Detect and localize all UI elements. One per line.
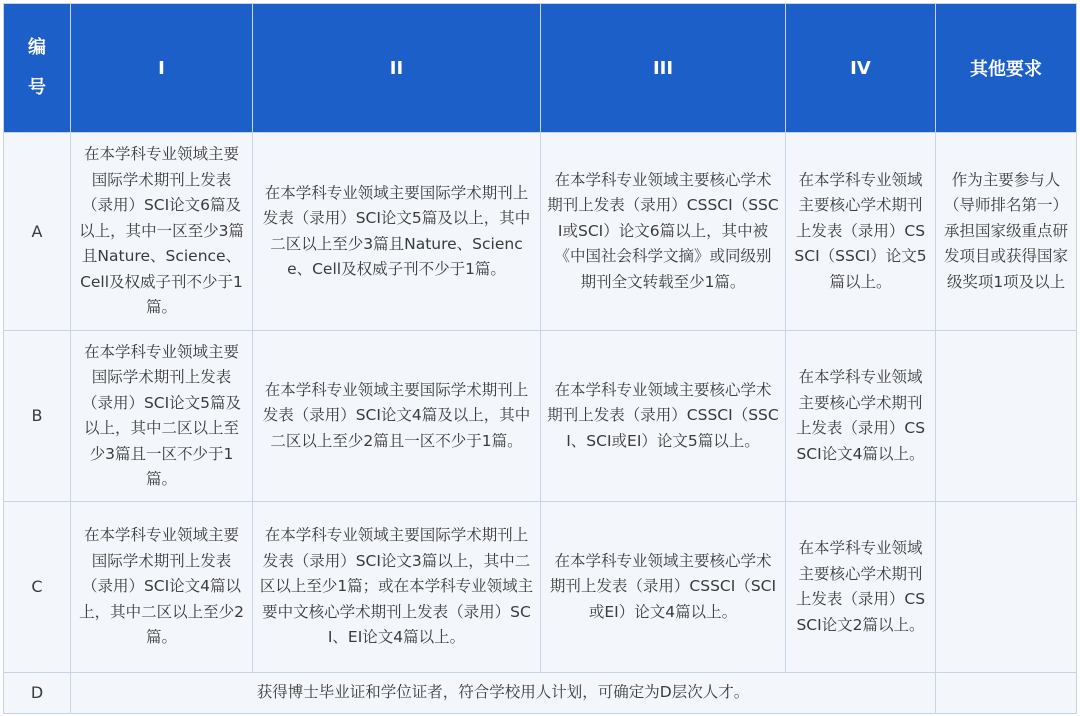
- table-row-d: [4, 673, 1077, 714]
- talent-criteria-table: [3, 3, 1077, 714]
- header-number-line2: 号: [28, 77, 46, 98]
- table-row-a: [4, 133, 1077, 331]
- header-col-i: I: [71, 4, 253, 133]
- cell-c-col-iii: 在本学科专业领域主要核心学术期刊上发表（录用）CSSCI（SCI或EI）论文4篇以上。: [541, 502, 786, 673]
- row-label-b: B: [4, 331, 71, 502]
- cell-c-col-iv: 在本学科专业领域主要核心学术期刊上发表（录用）CSSCI论文2篇以上。: [786, 502, 936, 673]
- header-col-iii: III: [541, 4, 786, 133]
- cell-b-col-ii: 在本学科专业领域主要国际学术期刊上发表（录用）SCI论文4篇及以上，其中二区以上至少2篇且一区不少于1篇。: [253, 331, 541, 502]
- cell-c-col-i: 在本学科专业领域主要国际学术期刊上发表（录用）SCI论文4篇以上，其中二区以上至少2篇。: [71, 502, 253, 673]
- header-row: [4, 4, 1077, 133]
- cell-b-col-iii: 在本学科专业领域主要核心学术期刊上发表（录用）CSSCI（SSCI、SCI或EI）论文5篇以上。: [541, 331, 786, 502]
- cell-a-col-i: 在本学科专业领域主要国际学术期刊上发表（录用）SCI论文6篇及以上，其中一区至少3篇且Nature、Science、Cell及权威子刊不少于1篇。: [71, 133, 253, 331]
- row-label-d: D: [4, 673, 71, 714]
- header-number-line1: 编: [28, 37, 46, 58]
- header-other-requirements: 其他要求: [936, 4, 1077, 133]
- cell-a-other: 作为主要参与人（导师排名第一）承担国家级重点研发项目或获得国家级奖项1项及以上: [936, 133, 1077, 331]
- cell-c-other: [936, 502, 1077, 673]
- cell-b-other: [936, 331, 1077, 502]
- cell-a-col-iii: 在本学科专业领域主要核心学术期刊上发表（录用）CSSCI（SSCI或SCI）论文6篇以上，其中被《中国社会科学文摘》或同级别期刊全文转载至少1篇。: [541, 133, 786, 331]
- header-col-iv: IV: [786, 4, 936, 133]
- cell-c-col-ii: 在本学科专业领域主要国际学术期刊上发表（录用）SCI论文3篇以上，其中二区以上至少1篇；或在本学科专业领域主要中文核心学术期刊上发表（录用）SCI、EI论文4篇以上。: [253, 502, 541, 673]
- row-label-c: C: [4, 502, 71, 673]
- cell-b-col-iv: 在本学科专业领域主要核心学术期刊上发表（录用）CSSCI论文4篇以上。: [786, 331, 936, 502]
- table-row-c: [4, 502, 1077, 673]
- cell-d-merged: 获得博士毕业证和学位证者，符合学校用人计划，可确定为D层次人才。: [71, 673, 936, 714]
- cell-b-col-i: 在本学科专业领域主要国际学术期刊上发表（录用）SCI论文5篇及以上，其中二区以上至少3篇且一区不少于1篇。: [71, 331, 253, 502]
- table-row-b: [4, 331, 1077, 502]
- cell-a-col-ii: 在本学科专业领域主要国际学术期刊上发表（录用）SCI论文5篇及以上，其中二区以上至少3篇且Nature、Science、Cell及权威子刊不少于1篇。: [253, 133, 541, 331]
- header-col-ii: II: [253, 4, 541, 133]
- header-number: [4, 4, 71, 133]
- cell-a-col-iv: 在本学科专业领域主要核心学术期刊上发表（录用）CSSCI（SSCI）论文5篇以上。: [786, 133, 936, 331]
- row-label-a: A: [4, 133, 71, 331]
- cell-d-other: [936, 673, 1077, 714]
